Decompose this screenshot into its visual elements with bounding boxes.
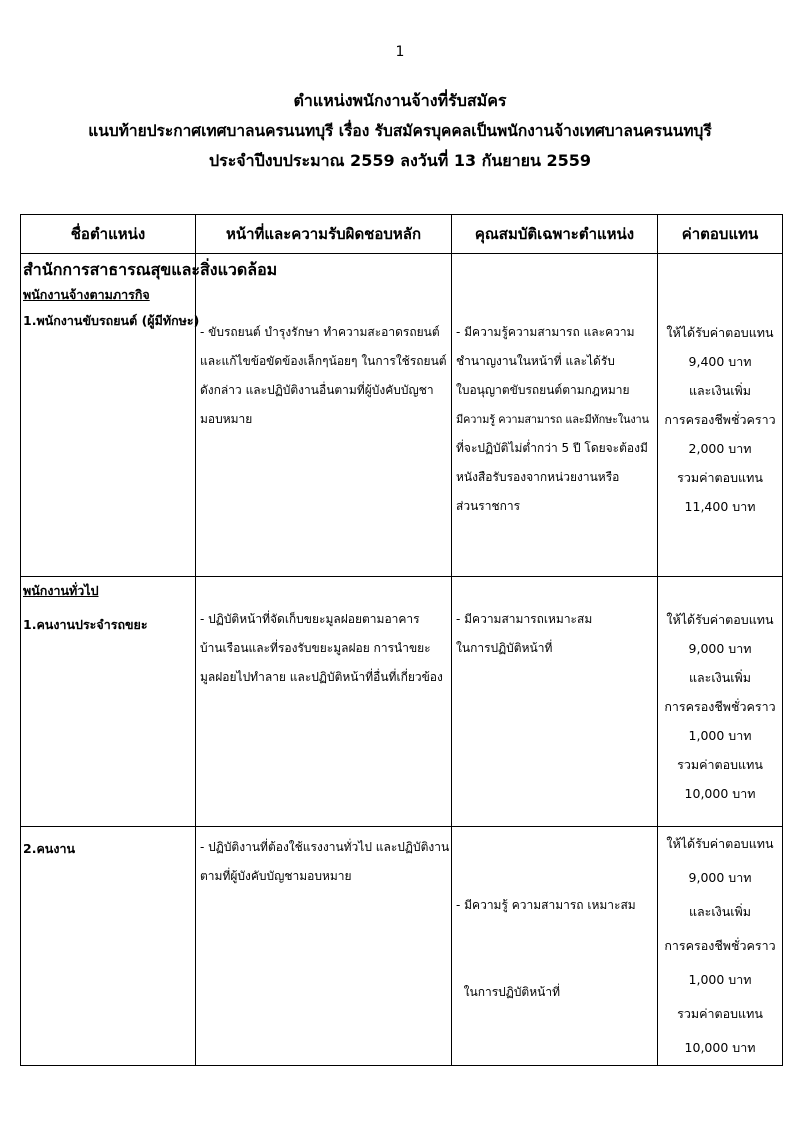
duties-text: [196, 827, 451, 891]
header-qualifications: คุณสมบัติเฉพาะตำแหน่ง: [452, 215, 658, 254]
position-cell: [21, 577, 196, 827]
compensation-line: ให้ได้รับค่าตอบแทน: [666, 612, 774, 627]
compensation-line: การครองชีพชั่วคราว: [664, 412, 776, 427]
qualification-line: ในการปฏิบัติหน้าที่: [456, 985, 560, 999]
compensation-cell: [658, 254, 783, 577]
duties-line: - ขับรถยนต์ บำรุงรักษา ทำความสะอาดรถยนต์: [200, 325, 440, 339]
header-duties: หน้าที่และความรับผิดชอบหลัก: [196, 215, 452, 254]
qualification-line: - มีความรู้ ความสามารถ เหมาะสม: [456, 898, 636, 912]
qualifications-text: [452, 577, 657, 663]
page-number: 1: [395, 44, 405, 60]
table-row: [21, 827, 783, 1066]
qualification-line: ที่จะปฏิบัติไม่ต่ำกว่า 5 ปี โดยจะต้องมี: [456, 441, 648, 455]
position-name: 2.คนงาน: [23, 841, 76, 856]
compensation-line: และเงินเพิ่ม: [688, 383, 752, 398]
duties-cell: [196, 827, 452, 1066]
compensation-line: ให้ได้รับค่าตอบแทน: [666, 325, 774, 340]
table-row: [21, 577, 783, 827]
compensation-line: 9,000 บาท: [688, 641, 752, 656]
qualification-line: - มีความสามารถเหมาะสม: [456, 612, 593, 626]
compensation-line: รวมค่าตอบแทน: [677, 470, 763, 485]
compensation-line: การครองชีพชั่วคราว: [664, 938, 776, 953]
compensation-line: รวมค่าตอบแทน: [677, 1006, 763, 1021]
qualification-line: ชำนาญงานในหน้าที่ และได้รับ: [456, 354, 615, 368]
position-name: 1.พนักงานขับรถยนต์ (ผู้มีทักษะ): [23, 313, 200, 328]
document-title: ตำแหน่งพนักงานจ้างที่รับสมัคร: [293, 91, 507, 110]
qualification-line: หนังสือรับรองจากหน่วยงานหรือ: [456, 470, 620, 484]
compensation-line: 1,000 บาท: [688, 728, 752, 743]
duties-line: และแก้ไขข้อขัดข้องเล็กๆน้อยๆ ในการใช้รถยนต์: [200, 354, 447, 368]
document-date-line: ประจำปีงบประมาณ 2559 ลงวันที่ 13 กันยายน 2559: [208, 151, 592, 170]
department-title: สำนักการสาธารณสุขและสิ่งแวดล้อม: [23, 260, 278, 279]
header-position-name: ชื่อตำแหน่ง: [21, 215, 196, 254]
compensation-line: และเงินเพิ่ม: [688, 670, 752, 685]
compensation-text: [658, 577, 782, 808]
duties-line: - ปฏิบัติหน้าที่จัดเก็บขยะมูลฝอยตามอาคาร: [200, 612, 420, 626]
qualification-line: ในการปฏิบัติหน้าที่: [456, 641, 553, 655]
position-name: 1.คนงานประจำรถขยะ: [23, 617, 148, 632]
compensation-cell: [658, 827, 783, 1066]
qualifications-cell: [452, 577, 658, 827]
duties-line: ตามที่ผู้บังคับบัญชามอบหมาย: [200, 869, 352, 883]
group-label: พนักงานทั่วไป: [23, 583, 99, 598]
compensation-text: [658, 827, 782, 1065]
qualification-line: ใบอนุญาตขับรถยนต์ตามกฎหมาย: [456, 383, 630, 397]
document-subtitle: แนบท้ายประกาศเทศบาลนครนนทบุรี เรื่อง รับสมัครบุคคลเป็นพนักงานจ้างเทศบาลนครนนทบุรี: [88, 122, 712, 140]
compensation-text: [658, 310, 782, 521]
qualifications-cell: [452, 254, 658, 577]
compensation-line: รวมค่าตอบแทน: [677, 757, 763, 772]
duties-cell: [196, 254, 452, 577]
compensation-cell: [658, 577, 783, 827]
positions-table: [20, 214, 783, 1066]
compensation-line: 2,000 บาท: [688, 441, 752, 456]
duties-line: ดังกล่าว และปฏิบัติงานอื่นตามที่ผู้บังคับบัญชา: [200, 383, 434, 397]
duties-text: [196, 577, 451, 692]
duties-line: บ้านเรือนและที่รองรับขยะมูลฝอย การนำขยะ: [200, 641, 431, 655]
compensation-line: 11,400 บาท: [684, 499, 756, 514]
qualifications-text: [452, 310, 657, 521]
qualification-line: ส่วนราชการ: [456, 499, 521, 513]
compensation-line: 9,000 บาท: [688, 870, 752, 885]
duties-line: - ปฏิบัติงานที่ต้องใช้แรงงานทั่วไป และปฏิบัติงาน: [200, 840, 450, 854]
compensation-line: 10,000 บาท: [684, 1040, 756, 1055]
duties-text: [196, 310, 451, 434]
position-cell: [21, 827, 196, 1066]
header-compensation: ค่าตอบแทน: [658, 215, 783, 254]
compensation-line: 10,000 บาท: [684, 786, 756, 801]
qualification-line: - มีความรู้ความสามารถ และความ: [456, 325, 635, 339]
qualifications-cell: [452, 827, 658, 1066]
document-header: [0, 86, 800, 176]
compensation-line: 1,000 บาท: [688, 972, 752, 987]
compensation-line: ให้ได้รับค่าตอบแทน: [666, 836, 774, 851]
group-label: พนักงานจ้างตามภารกิจ: [23, 287, 150, 302]
table-header-row: [21, 215, 783, 254]
compensation-line: และเงินเพิ่ม: [688, 904, 752, 919]
duties-cell: [196, 577, 452, 827]
qualification-line: มีความรู้ ความสามารถ และมีทักษะในงาน: [456, 413, 649, 426]
compensation-line: การครองชีพชั่วคราว: [664, 699, 776, 714]
qualifications-text: [452, 827, 657, 1065]
duties-line: มูลฝอยไปทำลาย และปฏิบัติหน้าที่อื่นที่เกี่ยวข้อง: [200, 670, 443, 684]
duties-line: มอบหมาย: [200, 412, 253, 426]
table-row: [21, 254, 783, 577]
compensation-line: 9,400 บาท: [688, 354, 752, 369]
